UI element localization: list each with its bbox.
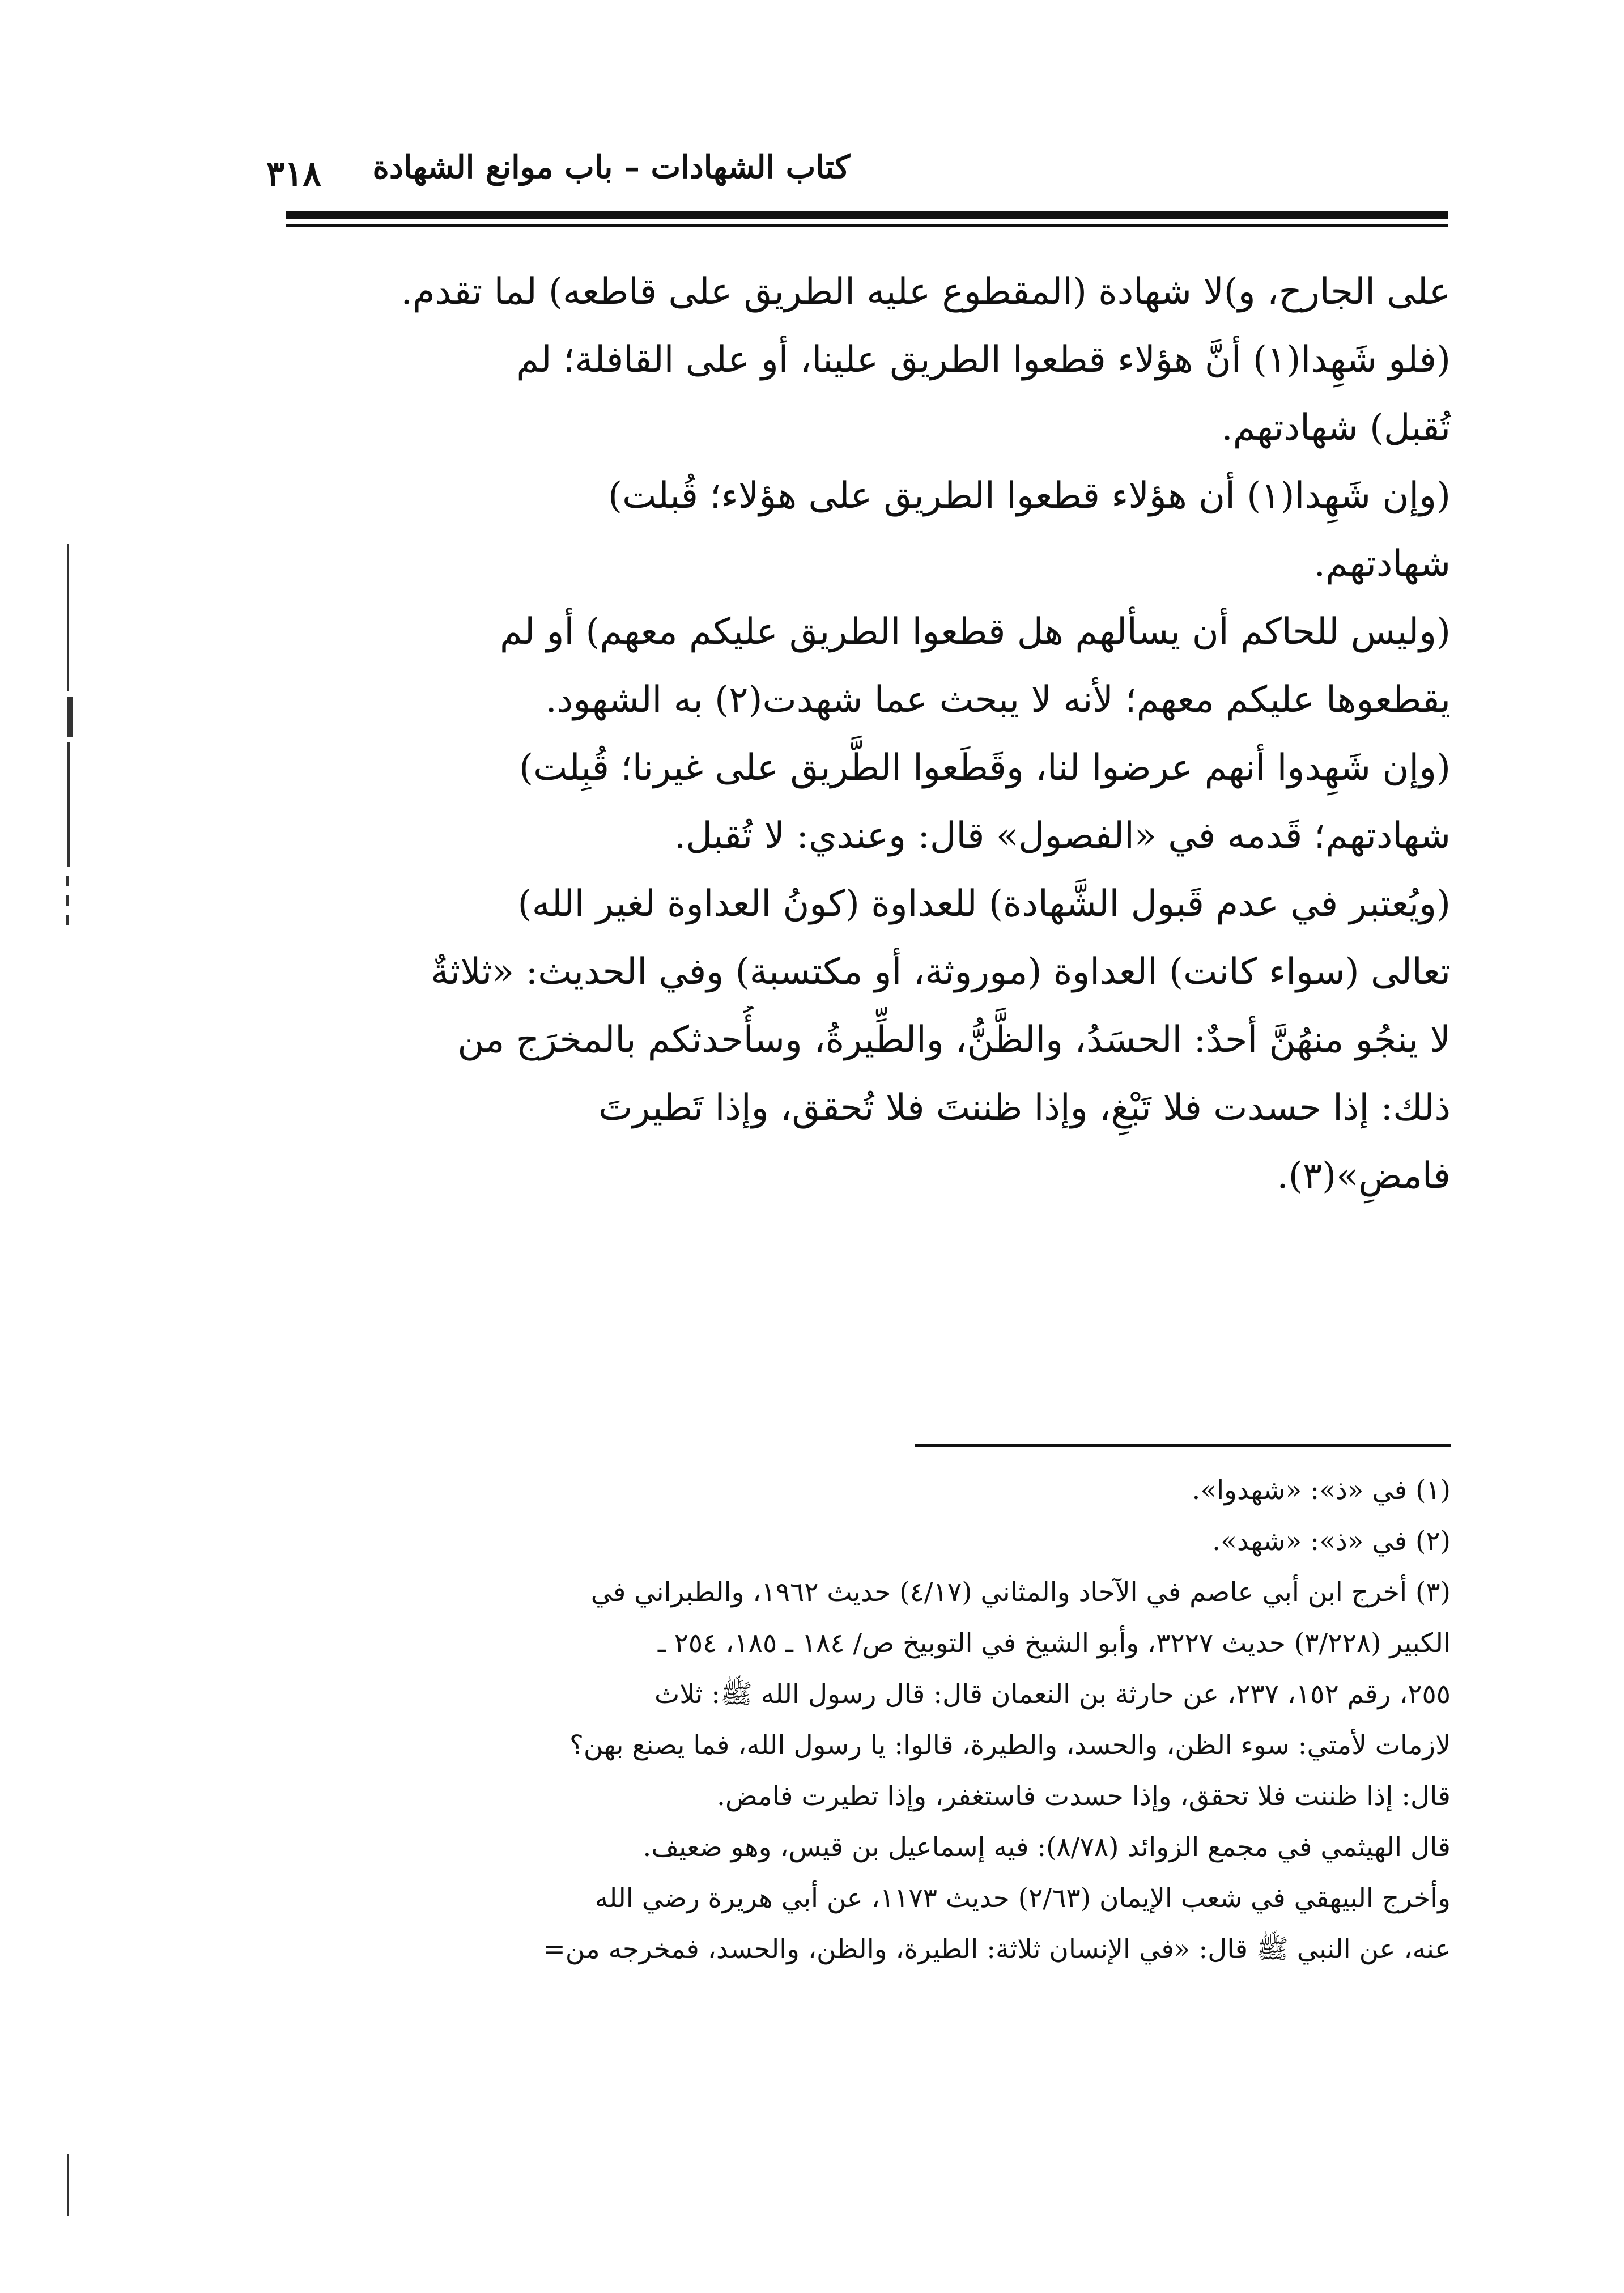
text-line: (وإن شَهِدوا أنهم عرضوا لنا، وقَطَعوا الطَّريق على غيرنا؛ قُبِلت) — [519, 747, 1451, 789]
header-rule-thin — [286, 224, 1448, 227]
scan-artifact — [67, 2154, 69, 2216]
footnote-line: قال: إذا ظننت فلا تحقق، وإذا حسدت فاستغفر، وإذا تطيرت فامض. — [717, 1781, 1451, 1812]
text-line: تعالى (سواء كانت) العداوة (موروثة، أو مكتسبة) وفي الحديث: «ثلاثةٌ — [431, 951, 1451, 993]
text-line: (ويُعتبر في عدم قَبول الشَّهادة) للعداوة (كونُ العداوة لغير الله) — [517, 883, 1451, 925]
scan-artifact — [66, 895, 69, 906]
text-line: يقطعوها عليكم معهم؛ لأنه لا يبحث عما شهدت(٢) به الشهود. — [545, 679, 1451, 721]
text-line: (وليس للحاكم أن يسألهم هل قطعوا الطريق عليكم معهم) أو لم — [500, 611, 1451, 653]
footnote-line: (١) في «ذ»: «شهدوا». — [1192, 1475, 1451, 1506]
text-line: (وإن شَهِدا(١) أن هؤلاء قطعوا الطريق على هؤلاء؛ قُبلت) — [608, 475, 1451, 517]
footnote-line: لازمات لأمتي: سوء الظن، والحسد، والطيرة، قالوا: يا رسول الله، فما يصنع بهن؟ — [569, 1730, 1451, 1761]
text-line: (فلو شَهِدا(١) أنَّ هؤلاء قطعوا الطريق علينا، أو على القافلة؛ لم — [516, 339, 1451, 381]
footnote-line: الكبير (٣/٢٢٨) حديث ٣٢٢٧، وأبو الشيخ في التوبيخ ص/ ١٨٤ ـ ١٨٥، ٢٥٤ ـ — [657, 1628, 1451, 1659]
page-number: ٣١٨ — [266, 154, 321, 194]
main-text — [283, 258, 1451, 1210]
scan-artifact — [67, 544, 69, 691]
text-line: لا ينجُو منهُنَّ أحدٌ: الحسَدُ، والظَّنُّ، والطِّيرةُ، وسأُحدثكم بالمخرَج من — [457, 1019, 1451, 1061]
text-line: على الجارح، و)لا شهادة (المقطوع عليه الطريق على قاطعه) لما تقدم. — [401, 271, 1451, 313]
running-head — [266, 148, 1451, 199]
footnote-line: قال الهيثمي في مجمع الزوائد (٨/٧٨): فيه إسماعيل بن قيس، وهو ضعيف. — [643, 1832, 1451, 1863]
footnote-line: (٣) أخرج ابن أبي عاصم في الآحاد والمثاني (٤/١٧) حديث ١٩٦٢، والطبراني في — [590, 1577, 1451, 1608]
scan-artifact — [67, 742, 70, 867]
running-title: كتاب الشهادات – باب موانع الشهادة — [372, 148, 850, 186]
scan-artifact — [66, 915, 69, 925]
footnote-divider — [915, 1444, 1451, 1447]
text-line: فامضِ»(٣). — [1277, 1155, 1451, 1197]
scan-artifact — [66, 876, 69, 886]
footnote-line: عنه، عن النبي ﷺ قال: «في الإنسان ثلاثة: الطيرة، والظن، والحسد، فمخرجه من= — [543, 1934, 1451, 1965]
text-line: تُقبل) شهادتهم. — [1221, 407, 1451, 449]
header-rule-thick — [286, 211, 1448, 219]
text-line: شهادتهم؛ قَدمه في «الفصول» قال: وعندي: لا تُقبل. — [674, 815, 1451, 857]
text-line: شهادتهم. — [1313, 543, 1451, 585]
text-line: ذلك: إذا حسدت فلا تَبْغِ، وإذا ظننتَ فلا تُحقق، وإذا تَطيرتَ — [598, 1087, 1451, 1129]
footnote-line: وأخرج البيهقي في شعب الإيمان (٢/٦٣) حديث ١١٧٣، عن أبي هريرة رضي الله — [594, 1883, 1451, 1914]
footnotes — [283, 1465, 1451, 1975]
footnote-line: ٢٥٥، رقم ١٥٢، ٢٣٧، عن حارثة بن النعمان قال: قال رسول الله ﷺ: ثلاث — [654, 1679, 1451, 1710]
scan-artifact — [67, 697, 73, 737]
footnote-line: (٢) في «ذ»: «شهد». — [1212, 1526, 1451, 1557]
